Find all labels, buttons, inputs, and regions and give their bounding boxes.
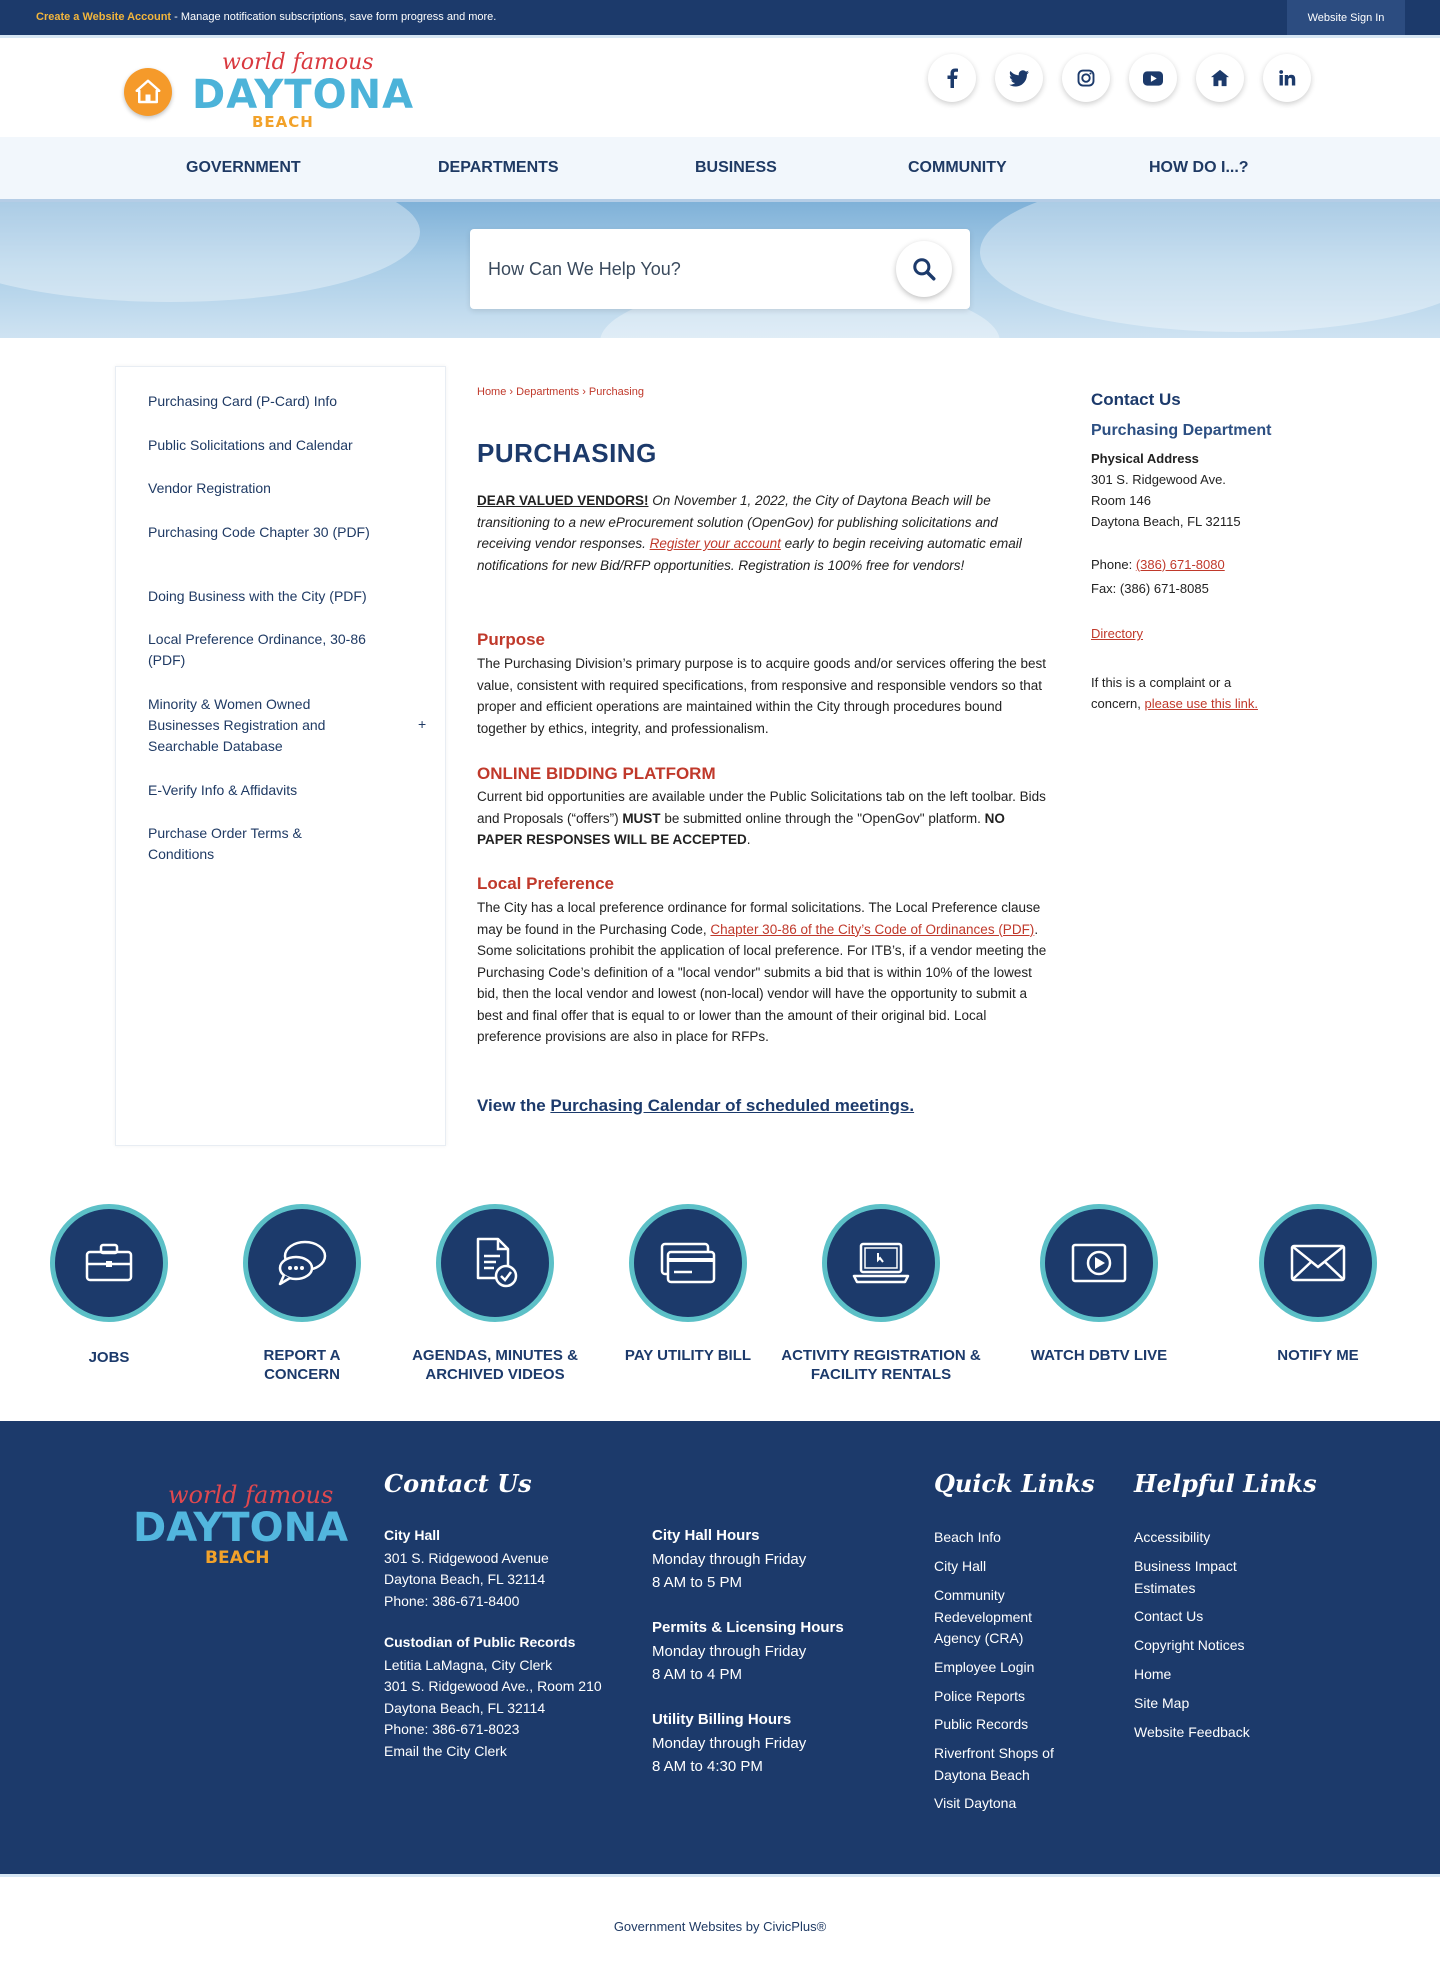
document-check-icon — [436, 1204, 554, 1322]
footer-quick-link[interactable]: Employee Login — [934, 1659, 1035, 1675]
site-header — [0, 35, 1440, 137]
sidebar-item-doing-business[interactable]: Doing Business with the City (PDF) — [148, 588, 367, 604]
footer-hours-heading: Utility Billing Hours — [652, 1711, 792, 1728]
footer-logo-daytona: DAYTONA — [133, 1505, 349, 1551]
breadcrumb-current[interactable]: Purchasing — [588, 386, 644, 398]
footer-helpful-link[interactable]: Home — [1134, 1666, 1172, 1682]
footer-hours-line: 8 AM to 5 PM — [652, 1574, 743, 1591]
footer-quick-link[interactable]: Public Records — [934, 1716, 1029, 1732]
footer-helpful-link[interactable]: Copyright Notices — [1134, 1637, 1245, 1653]
logo-world-famous: world famous — [222, 50, 374, 75]
contact-fax: Fax: (386) 671-8085 — [1091, 581, 1209, 596]
online-text-2: be submitted online through the "OpenGov" platform. — [660, 810, 985, 826]
sidebar-item-vendor-registration[interactable]: Vendor Registration — [148, 480, 271, 496]
purpose-text: The Purchasing Division’s primary purpose is to acquire goods and/or services offering the best value, consistent with required specifications, from responsive and responsible vendors so that proper and efficient operations are maintained within the City through procedures bound together by ethics, integrity, and professionalism. — [477, 656, 1047, 736]
site-footer — [0, 1421, 1440, 1874]
quick-link-label: ACTIVITY REGISTRATION & FACILITY RENTALS — [781, 1347, 981, 1383]
footer-quick-links-heading: Quick Links — [934, 1469, 1095, 1498]
youtube-icon[interactable] — [1129, 54, 1177, 102]
contact-department: Purchasing Department — [1091, 422, 1272, 439]
local-text-1: The City has a local preference ordinance for formal solicitations. The Local Preference clause may be found in the Purchasing Code, — [477, 900, 1041, 937]
account-message — [36, 11, 496, 23]
quick-link-label: WATCH DBTV LIVE — [1030, 1347, 1168, 1364]
footer-custodian-line: 301 S. Ridgewood Ave., Room 210 — [384, 1678, 602, 1694]
quick-links-row — [0, 1178, 1440, 1421]
purchasing-calendar-link[interactable]: Purchasing Calendar of scheduled meetings. — [550, 1096, 915, 1115]
phone-label: Phone: — [1091, 557, 1136, 572]
footer-city-hall-line: 301 S. Ridgewood Avenue — [384, 1550, 549, 1566]
online-text-1: Current bid opportunities are available under the Public Solicitations tab on the left toolbar. Bids and Proposals (“offers”) — [477, 789, 1046, 826]
local-text-2: . Some solicitations prohibit the application of local preference. For ITB’s, if a vendor meeting the Purchasing Code’s definition of a "local vendor" submits a bid that is within 10% of the lowest bid, then the local vendor and lowest (non-local) vendor will have the opportunity to submit a best and final offer that is equal to or lower than the amount of their original bid. Local preference provisions are also in place for RFPs. — [477, 921, 1047, 1044]
top-bar — [0, 0, 1440, 35]
quick-link-label: JOBS — [88, 1349, 130, 1366]
sidebar-item-purchasing-code[interactable]: Purchasing Code Chapter 30 (PDF) — [148, 524, 370, 540]
address-line-3: Daytona Beach, FL 32115 — [1091, 514, 1241, 529]
envelope-icon — [1259, 1204, 1377, 1322]
hero-cloud — [0, 202, 420, 302]
footer-quick-link[interactable]: Riverfront Shops of Daytona Beach — [934, 1745, 1054, 1783]
quick-link-label: NOTIFY ME — [1277, 1347, 1359, 1364]
sidebar-item-minority-women[interactable]: Minority & Women Owned Businesses Registration and Searchable Database — [148, 696, 326, 754]
footer-hours-line: 8 AM to 4:30 PM — [652, 1758, 763, 1775]
footer-hours-heading: City Hall Hours — [652, 1527, 760, 1544]
breadcrumb — [477, 386, 644, 398]
quick-link-label: PAY UTILITY BILL — [624, 1347, 752, 1364]
facebook-icon[interactable] — [928, 54, 976, 102]
website-sign-in-button[interactable]: Website Sign In — [1287, 0, 1405, 35]
online-no-paper: NO PAPER RESPONSES WILL BE ACCEPTED — [477, 810, 1005, 847]
nextdoor-icon[interactable] — [1196, 54, 1244, 102]
email-city-clerk-link[interactable]: Email the City Clerk — [384, 1743, 507, 1759]
calendar-line — [477, 1096, 914, 1116]
logo-beach: BEACH — [252, 113, 314, 131]
register-account-link[interactable]: Register your account — [649, 536, 781, 551]
search-input[interactable] — [488, 251, 868, 287]
footer-quick-link[interactable]: City Hall — [934, 1558, 987, 1574]
footer-helpful-link[interactable]: Accessibility — [1134, 1529, 1211, 1545]
account-message-text: - Manage notification subscriptions, save form progress and more. — [171, 11, 497, 23]
footer-logo-world-famous: world famous — [168, 1481, 334, 1509]
complaint-text-2 — [1091, 693, 1258, 714]
footer-helpful-links-heading: Helpful Links — [1134, 1469, 1317, 1498]
nav-community[interactable]: COMMUNITY — [908, 159, 1007, 176]
linkedin-icon[interactable] — [1263, 54, 1311, 102]
breadcrumb-home[interactable]: Home — [477, 386, 507, 398]
address-label: Physical Address — [1091, 451, 1199, 466]
footer-helpful-link[interactable]: Business Impact Estimates — [1134, 1558, 1237, 1596]
complaint-concern: concern, — [1091, 696, 1145, 711]
calendar-prefix: View the — [477, 1096, 551, 1115]
footer-hours-line: Monday through Friday — [652, 1551, 807, 1568]
vendors-text-2: early to begin receiving automatic email notifications for new Bid/RFP opportunities. Registration is 100% free for vendors! — [477, 536, 1022, 573]
complaint-link[interactable]: please use this link. — [1144, 696, 1258, 711]
footer-custodian-heading: Custodian of Public Records — [384, 1634, 576, 1650]
social-links — [928, 54, 1311, 102]
laptop-icon — [822, 1204, 940, 1322]
purpose-heading: Purpose — [477, 630, 546, 649]
breadcrumb-sep: › — [582, 386, 586, 398]
hero-banner — [0, 202, 1440, 338]
address-line-1: 301 S. Ridgewood Ave. — [1091, 472, 1226, 487]
credit-card-icon — [629, 1204, 747, 1322]
nav-departments[interactable]: DEPARTMENTS — [438, 159, 559, 176]
address-line-2: Room 146 — [1091, 493, 1151, 508]
nav-government[interactable]: GOVERNMENT — [186, 159, 301, 176]
home-icon — [124, 68, 172, 116]
sidebar — [115, 366, 446, 1146]
footer-city-hall-heading: City Hall — [384, 1527, 441, 1543]
complaint-text: If this is a complaint or a — [1091, 675, 1232, 690]
logo-daytona: DAYTONA — [192, 72, 415, 118]
twitter-icon[interactable] — [995, 54, 1043, 102]
sidebar-item-purchase-order-terms[interactable]: Purchase Order Terms & Conditions — [148, 825, 302, 862]
footer-city-hall-phone: Phone: 386-671-8400 — [384, 1593, 520, 1609]
online-must: MUST — [622, 810, 661, 826]
sidebar-item-public-solicitations[interactable]: Public Solicitations and Calendar — [148, 437, 353, 453]
footer-logo[interactable] — [133, 1481, 363, 1571]
phone-link[interactable]: (386) 671-8080 — [1135, 557, 1225, 572]
chat-bubbles-icon — [243, 1204, 361, 1322]
local-preference-heading: Local Preference — [477, 874, 615, 893]
footer-quick-link[interactable]: Beach Info — [934, 1529, 1001, 1545]
footer-city-hall-line: Daytona Beach, FL 32114 — [384, 1571, 546, 1587]
vendors-lead: DEAR VALUED VENDORS! — [477, 493, 649, 508]
nav-business[interactable]: BUSINESS — [695, 159, 777, 176]
expand-plus-icon[interactable]: + — [418, 716, 427, 732]
footer-hours-heading: Permits & Licensing Hours — [652, 1619, 844, 1636]
online-bidding-text — [477, 786, 1047, 851]
instagram-icon[interactable] — [1062, 54, 1110, 102]
hero-cloud — [980, 202, 1440, 332]
quick-link-label: AGENDAS, MINUTES & ARCHIVED VIDEOS — [412, 1347, 578, 1383]
footer-helpful-link[interactable]: Site Map — [1134, 1695, 1190, 1711]
sidebar-item-p-card[interactable]: Purchasing Card (P-Card) Info — [148, 393, 338, 409]
local-preference-text — [477, 897, 1047, 1048]
footer-logo-beach: BEACH — [205, 1548, 270, 1568]
chapter-30-86-link[interactable]: Chapter 30-86 of the City’s Code of Ordinances (PDF) — [710, 921, 1035, 937]
footer-hours-line: Monday through Friday — [652, 1735, 807, 1752]
site-logo[interactable] — [120, 50, 415, 131]
footer-custodian-line: Daytona Beach, FL 32114 — [384, 1700, 546, 1716]
nav-how-do-i[interactable]: HOW DO I...? — [1149, 159, 1249, 176]
civicplus-credit-link[interactable]: Government Websites by CivicPlus® — [613, 1919, 827, 1934]
main-nav — [0, 137, 1440, 202]
sidebar-item-e-verify[interactable]: E-Verify Info & Affidavits — [148, 782, 298, 798]
vendors-notice — [477, 490, 1047, 576]
footer-custodian-line: Letitia LaMagna, City Clerk — [384, 1657, 553, 1673]
search-icon — [911, 256, 937, 282]
breadcrumb-sep: › — [509, 386, 514, 398]
search-box — [470, 229, 970, 309]
footer-quick-link[interactable]: Police Reports — [934, 1688, 1026, 1704]
search-button[interactable] — [896, 241, 952, 297]
online-bidding-heading: ONLINE BIDDING PLATFORM — [477, 764, 716, 783]
footer-quick-link[interactable]: Community Redevelopment Agency (CRA) — [934, 1587, 1033, 1646]
page-title: PURCHASING — [477, 438, 657, 468]
bottom-bar — [0, 1874, 1440, 1975]
footer-helpful-link[interactable]: Website Feedback — [1134, 1724, 1250, 1740]
quick-link-label: REPORT A CONCERN — [263, 1347, 341, 1383]
contact-heading: Contact Us — [1091, 390, 1181, 409]
footer-quick-link[interactable]: Visit Daytona — [934, 1795, 1017, 1811]
footer-helpful-link[interactable]: Contact Us — [1134, 1608, 1204, 1624]
briefcase-icon — [50, 1204, 168, 1322]
footer-contact-heading: Contact Us — [384, 1469, 532, 1498]
breadcrumb-departments[interactable]: Departments — [516, 386, 580, 398]
footer-hours-line: Monday through Friday — [652, 1643, 807, 1660]
play-screen-icon — [1040, 1204, 1158, 1322]
sidebar-item-local-preference[interactable]: Local Preference Ordinance, 30-86 (PDF) — [148, 631, 366, 668]
online-end: . — [746, 832, 751, 847]
directory-link[interactable]: Directory — [1091, 626, 1144, 641]
vendors-text: On November 1, 2022, the City of Daytona Beach will be transitioning to a new eProcurement solution (OpenGov) for publishing solicitations and receiving vendor responses. — [477, 493, 998, 551]
footer-custodian-phone: Phone: 386-671-8023 — [384, 1721, 520, 1737]
footer-hours-line: 8 AM to 4 PM — [652, 1666, 743, 1683]
create-account-link[interactable]: Create a Website Account — [36, 11, 172, 23]
contact-phone — [1091, 554, 1225, 575]
